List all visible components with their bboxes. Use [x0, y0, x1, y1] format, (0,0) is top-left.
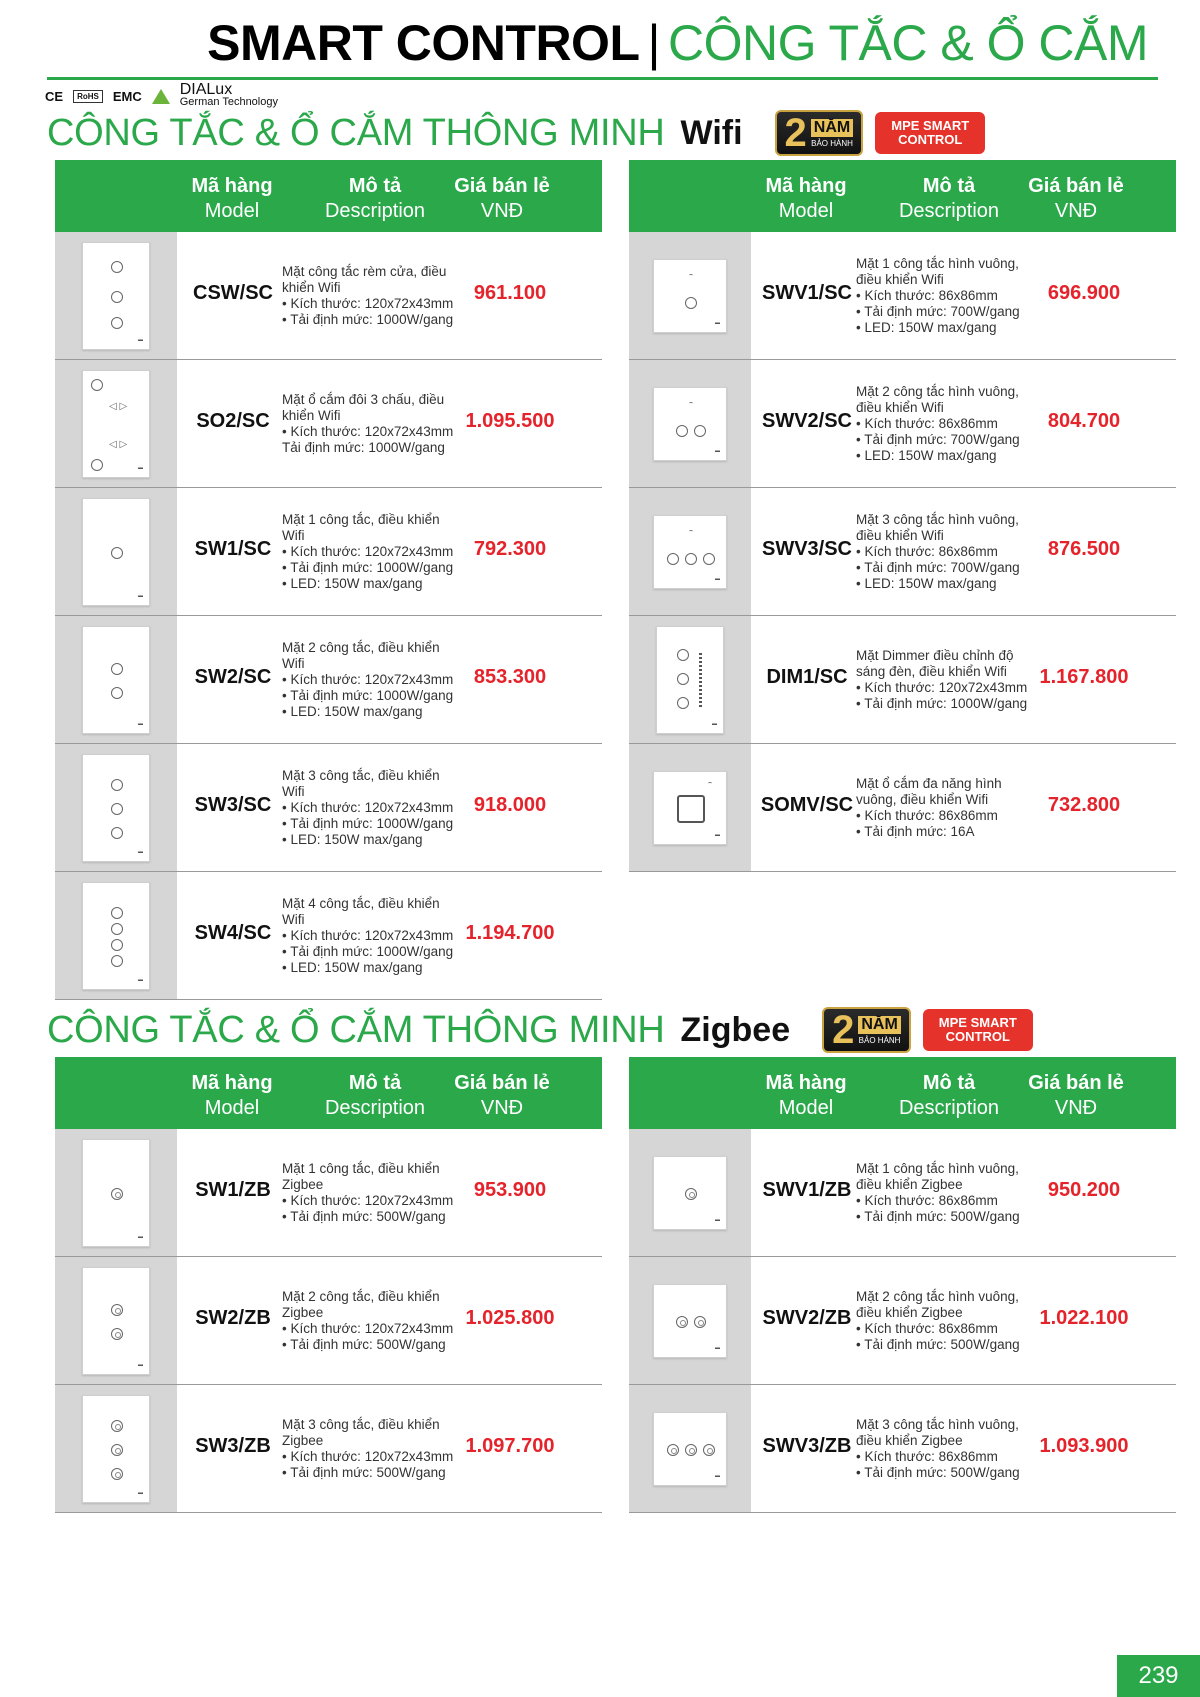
header-title-green: CÔNG TẮC & Ổ CẮM — [667, 15, 1148, 71]
brand-mark-icon: ▬ — [138, 465, 143, 471]
product-price: 918.000 — [473, 794, 547, 816]
product-row — [55, 1129, 602, 1257]
product-model: SW3/ZB — [195, 1435, 271, 1457]
description-line: Mặt 2 công tắc, điều khiển Zigbee — [282, 1289, 440, 1320]
power-button-icon — [111, 1328, 123, 1340]
description-line: • Kích thước: 120x72x43mm — [282, 1193, 454, 1208]
touch-button-icon — [91, 379, 103, 391]
product-price: 1.095.500 — [465, 410, 555, 432]
product-price: 1.167.800 — [1039, 666, 1129, 688]
product-price: 853.300 — [473, 666, 547, 688]
description-line: • Kích thước: 120x72x43mm — [282, 1449, 454, 1464]
product-price: 953.900 — [473, 1179, 547, 1201]
brand-mark-icon: ▬ — [138, 849, 143, 855]
product-row — [55, 488, 602, 616]
description-line: Mặt 2 công tắc hình vuông, điều khiển Wifi — [856, 384, 1019, 415]
table-header — [629, 160, 1176, 232]
dimmer-slider-icon — [699, 653, 702, 709]
product-row — [629, 360, 1176, 488]
description-line: • Kích thước: 86x86mm — [856, 1321, 998, 1336]
description-line: Mặt 3 công tắc hình vuông, điều khiển Zigbee — [856, 1417, 1019, 1448]
product-model: SW4/SC — [194, 922, 272, 944]
power-button-icon — [694, 1316, 706, 1328]
description-line: Mặt 2 công tắc hình vuông, điều khiển Zigbee — [856, 1289, 1019, 1320]
touch-button-icon — [111, 939, 123, 951]
power-button-icon — [111, 1304, 123, 1316]
product-row — [55, 232, 602, 360]
column-header-model — [173, 174, 291, 224]
product-thumbnail — [82, 626, 150, 734]
touch-button-icon — [676, 425, 688, 437]
mpe-badge-line-2: CONTROL — [945, 1029, 1010, 1044]
column-header-label: Mã hàng — [765, 1072, 847, 1094]
description-line: • Tải định mức: 500W/gang — [856, 1337, 1020, 1352]
wifi-indicator-icon — [708, 782, 712, 785]
zigbee-product-table-right — [629, 1057, 1176, 1513]
product-thumbnail — [653, 1284, 727, 1358]
column-header-price — [1021, 174, 1131, 224]
mpe-smart-control-badge — [923, 1009, 1033, 1051]
brand-mark-icon: ▬ — [715, 1473, 720, 1479]
product-price: 1.025.800 — [465, 1307, 555, 1329]
description-line: • LED: 150W max/gang — [856, 448, 997, 463]
brand-mark-icon: ▬ — [715, 576, 720, 582]
product-description — [856, 1289, 1036, 1353]
product-model: SO2/SC — [196, 410, 270, 432]
description-line: • Tải định mức: 1000W/gang — [282, 816, 454, 831]
product-thumbnail — [653, 515, 727, 589]
touch-button-icon — [111, 261, 123, 273]
column-header-label: Mã hàng — [191, 1072, 273, 1094]
product-model: SWV3/ZB — [762, 1435, 852, 1457]
product-thumbnail — [82, 754, 150, 862]
description-line: • Tải định mức: 500W/gang — [282, 1465, 446, 1480]
ce-mark-icon: CE — [45, 88, 64, 104]
warranty-label: BẢO HÀNH — [811, 138, 853, 148]
column-header-label: Giá bán lẻ — [454, 175, 550, 197]
description-line: Mặt 1 công tắc, điều khiển Zigbee — [282, 1161, 440, 1192]
product-price: 1.097.700 — [465, 1435, 555, 1457]
column-header-sublabel: Description — [898, 200, 1000, 222]
product-price: 732.800 — [1047, 794, 1121, 816]
description-line: Mặt ổ cắm đôi 3 chấu, điều khiển Wifi — [282, 392, 445, 423]
description-line: • Tải định mức: 500W/gang — [856, 1465, 1020, 1480]
product-price: 950.200 — [1047, 1179, 1121, 1201]
description-line: Mặt 3 công tắc, điều khiển Zigbee — [282, 1417, 440, 1448]
touch-button-icon — [677, 673, 689, 685]
description-line: • LED: 150W max/gang — [282, 704, 423, 719]
power-button-icon — [111, 1420, 123, 1432]
description-line: Tải định mức: 1000W/gang — [282, 440, 445, 455]
product-thumbnail — [82, 882, 150, 990]
wifi-product-table-right — [629, 160, 1176, 872]
dialux-name: DIALux — [179, 81, 233, 98]
touch-button-icon — [111, 907, 123, 919]
touch-button-icon — [111, 291, 123, 303]
product-model: CSW/SC — [193, 282, 273, 304]
warranty-label: BẢO HÀNH — [858, 1035, 901, 1045]
product-row — [629, 1257, 1176, 1385]
column-header-label: Mô tả — [348, 175, 402, 197]
power-button-icon — [111, 1444, 123, 1456]
column-header-model — [747, 174, 865, 224]
product-model: SW3/SC — [194, 794, 272, 816]
power-button-icon — [111, 1468, 123, 1480]
dialux-label — [179, 81, 278, 108]
product-model: SWV2/ZB — [762, 1307, 852, 1329]
product-description — [856, 1417, 1036, 1481]
brand-mark-icon: ▬ — [138, 1490, 143, 1496]
product-thumbnail — [82, 370, 150, 478]
product-description — [282, 392, 457, 456]
product-description — [856, 256, 1036, 336]
description-line: Mặt 2 công tắc, điều khiển Wifi — [282, 640, 440, 671]
column-header-description — [879, 174, 1019, 224]
wifi-indicator-icon — [689, 530, 693, 533]
power-button-icon — [676, 1316, 688, 1328]
description-line: Mặt 4 công tắc, điều khiển Wifi — [282, 896, 440, 927]
description-line: • Kích thước: 120x72x43mm — [282, 544, 454, 559]
header-rule — [47, 77, 1158, 80]
product-row — [55, 1385, 602, 1513]
product-model: SOMV/SC — [760, 794, 854, 816]
touch-button-icon — [91, 459, 103, 471]
column-header-sublabel: Model — [204, 200, 260, 222]
touch-button-icon — [111, 955, 123, 967]
column-header-label: Mã hàng — [765, 175, 847, 197]
product-model: SWV1/SC — [761, 282, 853, 304]
wifi-section-title — [47, 110, 985, 156]
product-description — [856, 648, 1036, 712]
description-line: Mặt Dimmer điều chỉnh độ sáng đèn, điều khiển Wifi — [856, 648, 1014, 679]
power-button-icon — [667, 1444, 679, 1456]
product-description — [282, 768, 457, 848]
description-line: • LED: 150W max/gang — [282, 832, 423, 847]
touch-button-icon — [677, 697, 689, 709]
product-model: SWV3/SC — [761, 538, 853, 560]
description-line: • Tải định mức: 700W/gang — [856, 304, 1020, 319]
description-line: Mặt 1 công tắc hình vuông, điều khiển Zigbee — [856, 1161, 1019, 1192]
product-model: SW2/ZB — [195, 1307, 271, 1329]
description-line: • Kích thước: 86x86mm — [856, 1449, 998, 1464]
product-description — [282, 640, 457, 720]
product-price: 696.900 — [1047, 282, 1121, 304]
page-number: 239 — [1117, 1655, 1200, 1697]
column-header-sublabel: Model — [778, 1097, 834, 1119]
column-header-label: Mô tả — [922, 1072, 976, 1094]
brand-mark-icon: ▬ — [138, 337, 143, 343]
description-line: Mặt 3 công tắc hình vuông, điều khiển Wifi — [856, 512, 1019, 543]
column-header-description — [879, 1071, 1019, 1121]
column-header-model — [747, 1071, 865, 1121]
product-description — [856, 384, 1036, 464]
product-description — [282, 512, 457, 592]
description-line: Mặt ổ cắm đa năng hình vuông, điều khiển Wifi — [856, 776, 1002, 807]
description-line: • Kích thước: 86x86mm — [856, 288, 998, 303]
column-header-label: Giá bán lẻ — [454, 1072, 550, 1094]
column-header-price — [447, 1071, 557, 1121]
brand-mark-icon: ▬ — [138, 593, 143, 599]
product-row — [629, 1385, 1176, 1513]
column-header-sublabel: Description — [324, 200, 426, 222]
product-model: DIM1/SC — [766, 666, 848, 688]
wifi-section-heading: CÔNG TẮC & Ổ CẮM THÔNG MINH — [47, 111, 665, 154]
product-price: 1.022.100 — [1039, 1307, 1129, 1329]
product-price: 1.093.900 — [1039, 1435, 1129, 1457]
brand-mark-icon: ▬ — [715, 1345, 720, 1351]
description-line: • Tải định mức: 500W/gang — [856, 1209, 1020, 1224]
description-line: • Kích thước: 120x72x43mm — [282, 928, 454, 943]
product-row — [55, 360, 602, 488]
column-header-model — [173, 1071, 291, 1121]
mpe-badge-line-2: CONTROL — [898, 132, 963, 147]
brand-mark-icon: ▬ — [138, 721, 143, 727]
description-line: • Tải định mức: 500W/gang — [282, 1209, 446, 1224]
warranty-badge — [775, 110, 864, 156]
product-description — [282, 1417, 457, 1481]
wifi-product-table-left — [55, 160, 602, 1000]
product-row — [629, 232, 1176, 360]
wifi-indicator-icon — [689, 274, 693, 277]
description-line: • Kích thước: 120x72x43mm — [282, 800, 454, 815]
product-row — [629, 488, 1176, 616]
touch-button-icon — [694, 425, 706, 437]
table-header — [55, 1057, 602, 1129]
wifi-indicator-icon — [689, 402, 693, 405]
touch-button-icon — [111, 923, 123, 935]
description-line: Mặt 1 công tắc hình vuông, điều khiển Wifi — [856, 256, 1019, 287]
description-line: • LED: 150W max/gang — [856, 576, 997, 591]
product-thumbnail — [653, 259, 727, 333]
description-line: • LED: 150W max/gang — [282, 576, 423, 591]
product-price: 792.300 — [473, 538, 547, 560]
product-thumbnail — [82, 1267, 150, 1375]
description-line: • Kích thước: 86x86mm — [856, 1193, 998, 1208]
brand-mark-icon: ▬ — [138, 1234, 143, 1240]
description-line: • Kích thước: 86x86mm — [856, 416, 998, 431]
touch-button-icon — [703, 553, 715, 565]
column-header-sublabel: VNĐ — [1054, 1097, 1098, 1119]
product-thumbnail — [653, 1412, 727, 1486]
product-description — [282, 1161, 457, 1225]
product-price: 876.500 — [1047, 538, 1121, 560]
description-line: • LED: 150W max/gang — [856, 320, 997, 335]
product-model: SWV2/SC — [761, 410, 853, 432]
product-description — [856, 776, 1036, 840]
product-description — [282, 1289, 457, 1353]
description-line: • Tải định mức: 1000W/gang — [282, 688, 454, 703]
rohs-icon: RoHS — [73, 90, 103, 103]
description-line: • Tải định mức: 700W/gang — [856, 432, 1020, 447]
header-title-black: SMART CONTROL — [207, 15, 640, 71]
socket-outlet-icon: ◁ ▷ — [109, 439, 128, 450]
touch-button-icon — [111, 317, 123, 329]
universal-outlet-icon — [677, 795, 705, 823]
touch-button-icon — [111, 663, 123, 675]
column-header-sublabel: Description — [324, 1097, 426, 1119]
description-line: Mặt 3 công tắc, điều khiển Wifi — [282, 768, 440, 799]
product-price: 1.194.700 — [465, 922, 555, 944]
touch-button-icon — [685, 553, 697, 565]
mpe-badge-line-1: MPE SMART — [938, 1015, 1017, 1030]
column-header-label: Mô tả — [922, 175, 976, 197]
product-thumbnail — [82, 1395, 150, 1503]
column-header-label: Giá bán lẻ — [1028, 175, 1124, 197]
power-button-icon — [111, 1188, 123, 1200]
description-line: • Tải định mức: 1000W/gang — [856, 696, 1028, 711]
warranty-years: 2 — [832, 1008, 855, 1052]
product-thumbnail — [653, 771, 727, 845]
product-thumbnail — [653, 387, 727, 461]
description-line: • Tải định mức: 1000W/gang — [282, 944, 454, 959]
column-header-label: Mô tả — [348, 1072, 402, 1094]
mpe-badge-line-1: MPE SMART — [891, 118, 970, 133]
brand-mark-icon: ▬ — [715, 448, 720, 454]
product-model: SWV1/ZB — [762, 1179, 852, 1201]
description-line: • Tải định mức: 700W/gang — [856, 560, 1020, 575]
warranty-badge — [822, 1007, 911, 1053]
product-price: 804.700 — [1047, 410, 1121, 432]
description-line: Mặt công tắc rèm cửa, điều khiển Wifi — [282, 264, 447, 295]
product-thumbnail — [656, 626, 724, 734]
description-line: • Kích thước: 120x72x43mm — [282, 424, 454, 439]
table-header — [629, 1057, 1176, 1129]
column-header-sublabel: Description — [898, 1097, 1000, 1119]
column-header-sublabel: Model — [204, 1097, 260, 1119]
column-header-description — [305, 174, 445, 224]
product-thumbnail — [82, 1139, 150, 1247]
description-line: • Tải định mức: 16A — [856, 824, 975, 839]
product-model: SW1/ZB — [195, 1179, 271, 1201]
product-row — [629, 616, 1176, 744]
wifi-tech-label: Wifi — [680, 113, 743, 152]
touch-button-icon — [685, 297, 697, 309]
product-model: SW2/SC — [194, 666, 272, 688]
table-header — [55, 160, 602, 232]
emc-icon: EMC — [112, 88, 142, 104]
brand-mark-icon: ▬ — [138, 1362, 143, 1368]
column-header-description — [305, 1071, 445, 1121]
product-row — [629, 744, 1176, 872]
description-line: • Kích thước: 120x72x43mm — [282, 1321, 454, 1336]
description-line: • Tải định mức: 500W/gang — [282, 1337, 446, 1352]
zigbee-tech-label: Zigbee — [680, 1010, 791, 1049]
zigbee-section-title — [47, 1007, 1033, 1053]
page-header-title — [207, 14, 1148, 72]
product-price: 961.100 — [473, 282, 547, 304]
product-description — [282, 264, 457, 328]
product-description — [856, 1161, 1036, 1225]
column-header-price — [447, 174, 557, 224]
warranty-unit: NĂM — [811, 119, 853, 137]
power-button-icon — [685, 1188, 697, 1200]
description-line: • Kích thước: 86x86mm — [856, 808, 998, 823]
warranty-unit: NĂM — [858, 1016, 900, 1034]
socket-outlet-icon: ◁ ▷ — [109, 401, 128, 412]
zigbee-product-table-left — [55, 1057, 602, 1513]
product-row — [55, 744, 602, 872]
product-model: SW1/SC — [194, 538, 272, 560]
product-thumbnail — [653, 1156, 727, 1230]
product-row — [55, 1257, 602, 1385]
touch-button-icon — [111, 687, 123, 699]
touch-button-icon — [667, 553, 679, 565]
certification-logos — [45, 81, 278, 108]
description-line: • LED: 150W max/gang — [282, 960, 423, 975]
brand-mark-icon: ▬ — [138, 977, 143, 983]
power-button-icon — [703, 1444, 715, 1456]
touch-button-icon — [111, 827, 123, 839]
product-thumbnail — [82, 498, 150, 606]
product-row — [55, 616, 602, 744]
description-line: • Kích thước: 120x72x43mm — [282, 672, 454, 687]
description-line: • Tải định mức: 1000W/gang — [282, 312, 454, 327]
product-row — [55, 872, 602, 1000]
column-header-sublabel: VNĐ — [480, 200, 524, 222]
product-thumbnail — [82, 242, 150, 350]
column-header-sublabel: Model — [778, 200, 834, 222]
product-row — [629, 1129, 1176, 1257]
power-button-icon — [685, 1444, 697, 1456]
description-line: • Kích thước: 86x86mm — [856, 544, 998, 559]
product-description — [856, 512, 1036, 592]
warranty-years: 2 — [784, 111, 807, 155]
brand-mark-icon: ▬ — [715, 832, 720, 838]
zigbee-section-heading: CÔNG TẮC & Ổ CẮM THÔNG MINH — [47, 1008, 665, 1051]
column-header-price — [1021, 1071, 1131, 1121]
column-header-sublabel: VNĐ — [480, 1097, 524, 1119]
column-header-label: Giá bán lẻ — [1028, 1072, 1124, 1094]
touch-button-icon — [111, 803, 123, 815]
brand-mark-icon: ▬ — [715, 1217, 720, 1223]
description-line: • Kích thước: 120x72x43mm — [282, 296, 454, 311]
brand-mark-icon: ▬ — [712, 721, 717, 727]
description-line: • Kích thước: 120x72x43mm — [856, 680, 1028, 695]
dialux-logo-icon — [152, 89, 170, 104]
dialux-tagline: German Technology — [179, 96, 278, 108]
brand-mark-icon: ▬ — [715, 320, 720, 326]
mpe-smart-control-badge — [875, 112, 985, 154]
column-header-label: Mã hàng — [191, 175, 273, 197]
product-description — [282, 896, 457, 976]
touch-button-icon — [677, 649, 689, 661]
touch-button-icon — [111, 547, 123, 559]
header-separator: | — [647, 15, 660, 71]
description-line: Mặt 1 công tắc, điều khiển Wifi — [282, 512, 440, 543]
touch-button-icon — [111, 779, 123, 791]
column-header-sublabel: VNĐ — [1054, 200, 1098, 222]
description-line: • Tải định mức: 1000W/gang — [282, 560, 454, 575]
